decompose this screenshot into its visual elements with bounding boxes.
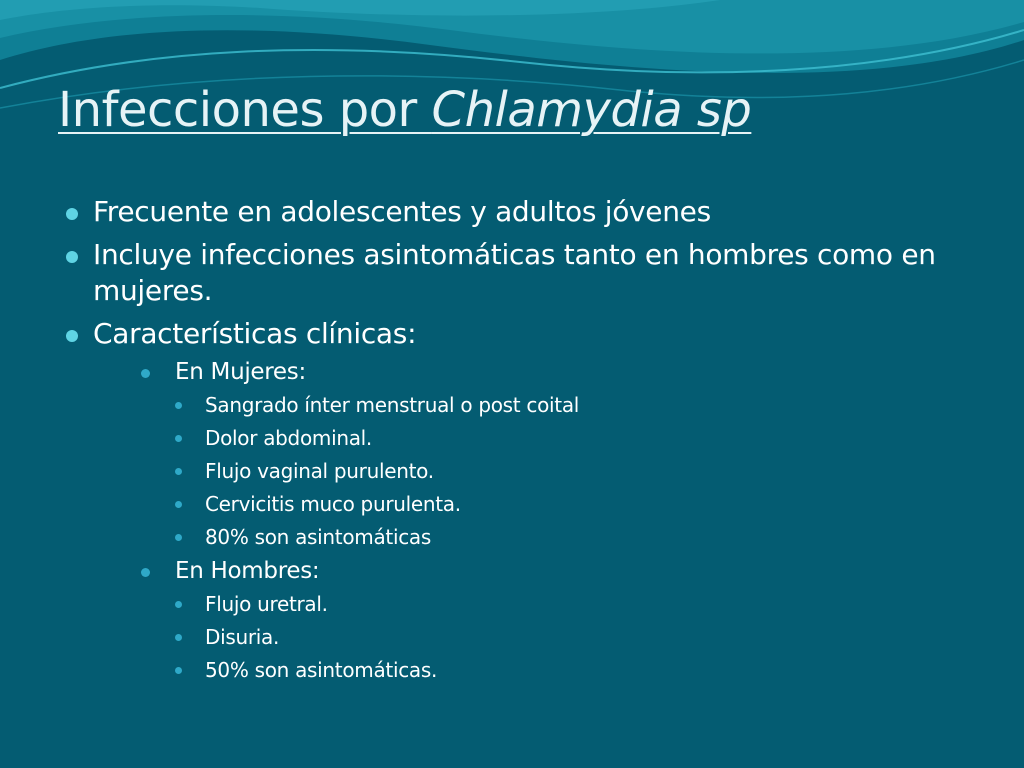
- bullet-dot-icon: [175, 534, 182, 541]
- list-item: [175, 390, 982, 420]
- sub-bullet-list: [93, 357, 982, 685]
- sub-bullet-men: [133, 556, 982, 685]
- slide-title: [58, 82, 751, 138]
- bullet-dot-icon: [141, 369, 150, 378]
- bullet-dot-icon: [175, 402, 182, 409]
- list-item: [175, 522, 982, 552]
- list-item: [175, 655, 982, 685]
- list-item: [175, 589, 982, 619]
- bullet-dot-icon: [66, 208, 78, 220]
- list-item: [175, 622, 982, 652]
- bullet-dot-icon: [141, 568, 150, 577]
- list-item-text: 80% son asintomáticas: [205, 525, 431, 549]
- women-symptom-list: [175, 390, 982, 552]
- list-item-text: Cervicitis muco purulenta.: [205, 492, 461, 516]
- bullet-item: [62, 194, 982, 230]
- bullet-dot-icon: [175, 601, 182, 608]
- bullet-list: [62, 194, 982, 685]
- sub-bullet-women: [133, 357, 982, 552]
- bullet-dot-icon: [66, 251, 78, 263]
- bullet-text: Frecuente en adolescentes y adultos jóvenes: [93, 195, 711, 228]
- bullet-item: [62, 316, 982, 685]
- bullet-text: Características clínicas:: [93, 317, 417, 350]
- bullet-dot-icon: [175, 435, 182, 442]
- bullet-text: Incluye infecciones asintomáticas tanto en hombres como en mujeres.: [93, 238, 936, 307]
- list-item-text: Flujo vaginal purulento.: [205, 459, 434, 483]
- bullet-dot-icon: [175, 667, 182, 674]
- slide-content: [62, 194, 982, 692]
- bullet-dot-icon: [175, 468, 182, 475]
- bullet-dot-icon: [175, 634, 182, 641]
- list-item-text: 50% son asintomáticas.: [205, 658, 438, 682]
- list-item-text: Flujo uretral.: [205, 592, 328, 616]
- list-item-text: Sangrado ínter menstrual o post coital: [205, 393, 580, 417]
- bullet-item: [62, 237, 982, 309]
- sub-bullet-text: En Hombres:: [175, 558, 320, 584]
- title-main: Infecciones por: [58, 82, 432, 138]
- sub-bullet-text: En Mujeres:: [175, 359, 306, 385]
- bullet-dot-icon: [175, 501, 182, 508]
- bullet-dot-icon: [66, 330, 78, 342]
- list-item: [175, 489, 982, 519]
- title-italic: Chlamydia sp: [431, 82, 752, 138]
- men-symptom-list: [175, 589, 982, 685]
- list-item: [175, 456, 982, 486]
- list-item: [175, 423, 982, 453]
- list-item-text: Disuria.: [205, 625, 280, 649]
- list-item-text: Dolor abdominal.: [205, 426, 372, 450]
